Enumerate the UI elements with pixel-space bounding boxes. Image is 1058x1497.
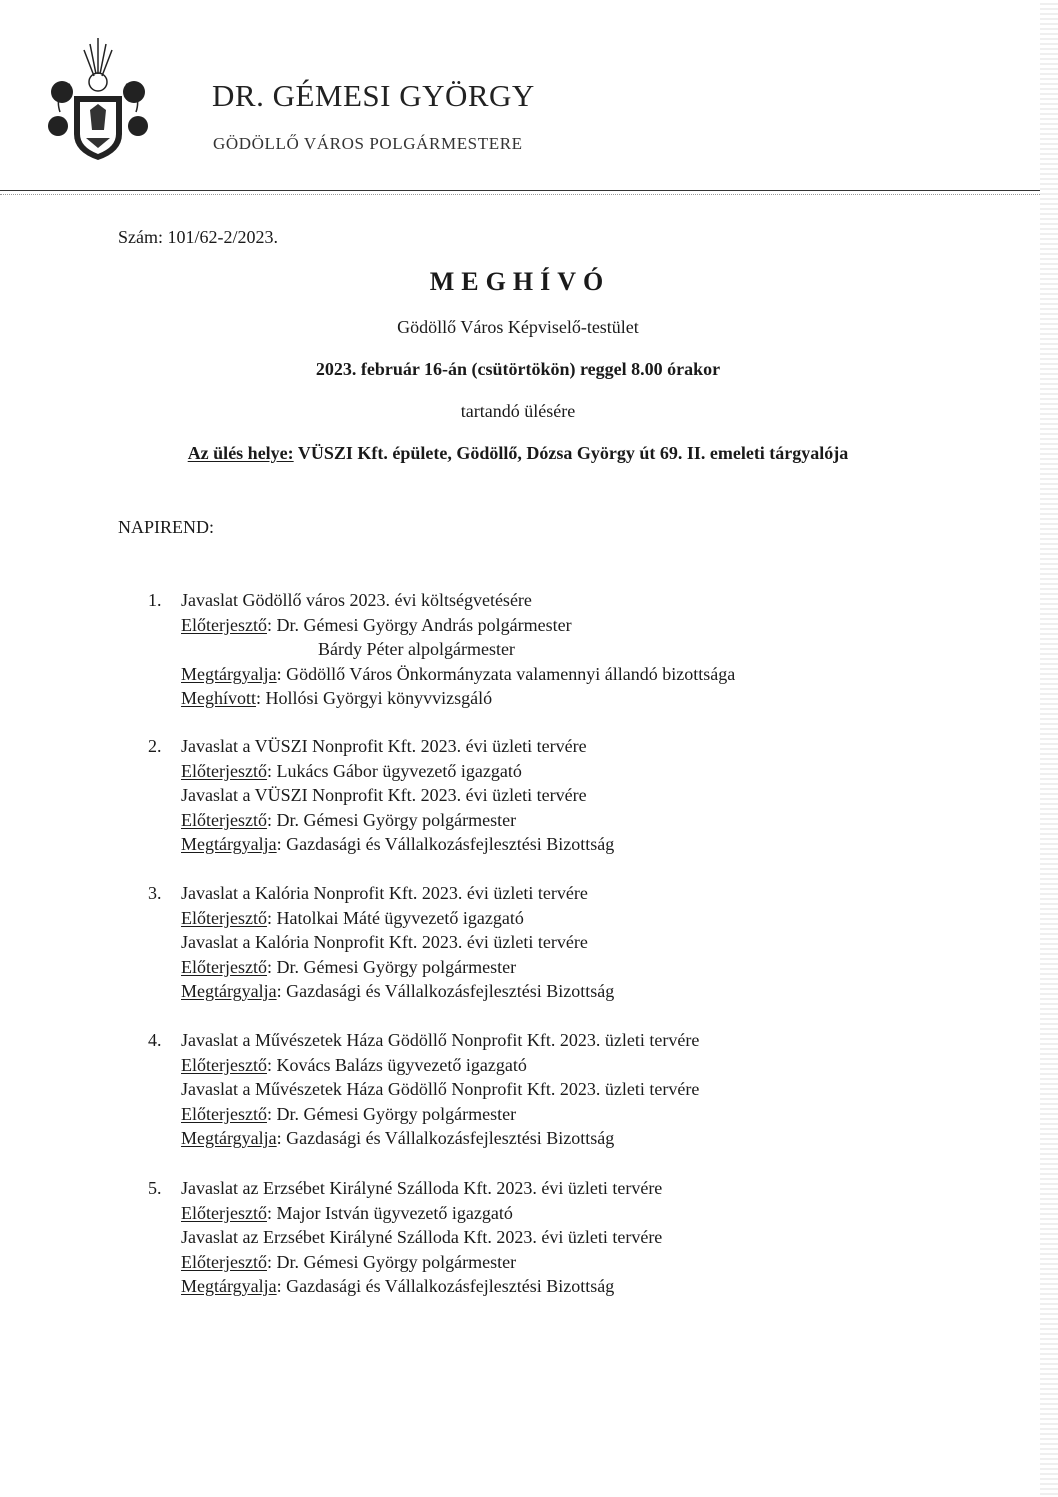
agenda-line-label: Előterjesztő xyxy=(181,1251,267,1272)
agenda-line-text: : Gödöllő Város Önkormányzata valamennyi állandó bizottsága xyxy=(276,663,736,684)
agenda-line-text: : Lukács Gábor ügyvezető igazgató xyxy=(266,760,522,781)
agenda-line-text: Javaslat a Művészetek Háza Gödöllő Nonprofit Kft. 2023. üzleti tervére xyxy=(181,1079,700,1099)
agenda-line xyxy=(181,930,614,955)
letterhead-subtitle: GÖDÖLLŐ VÁROS POLGÁRMESTERE xyxy=(213,134,523,153)
agenda-detail-line xyxy=(181,1250,662,1275)
document-title: MEGHÍVÓ xyxy=(429,267,611,296)
agenda-line-label: Előterjesztő xyxy=(181,809,267,830)
agenda-detail-line xyxy=(181,1102,699,1127)
agenda-line-label: Előterjesztő xyxy=(181,956,267,977)
agenda-detail-line xyxy=(181,759,614,784)
agenda-detail-line xyxy=(181,955,614,980)
agenda-line-label: Előterjesztő xyxy=(181,760,267,781)
agenda-line xyxy=(181,783,614,808)
agenda-line-text: : Hatolkai Máté ügyvezető igazgató xyxy=(266,907,524,928)
agenda-line-label: Meghívott xyxy=(181,688,256,708)
agenda-line-text: Javaslat a Kalória Nonprofit Kft. 2023. évi üzleti tervére xyxy=(181,883,588,903)
coat-of-arms-logo xyxy=(40,34,156,164)
agenda-line-label: Előterjesztő xyxy=(181,1202,267,1223)
agenda-line xyxy=(181,1028,699,1053)
agenda-detail-line xyxy=(181,1201,662,1226)
agenda-detail-line xyxy=(181,906,614,931)
agenda-line xyxy=(181,1077,699,1102)
agenda-line-text: : Gazdasági és Vállalkozásfejlesztési Bizottság xyxy=(276,1128,615,1148)
agenda-line-text: Javaslat az Erzsébet Királyné Szálloda Kft. 2023. évi üzleti tervére xyxy=(181,1178,663,1198)
letterhead-divider-dotted xyxy=(0,194,1040,195)
agenda-line-label: Megtárgyalja xyxy=(181,834,277,854)
agenda-line-text: : Dr. Gémesi György András polgármester xyxy=(266,614,572,635)
agenda-line xyxy=(318,637,735,662)
agenda-line-label: Megtárgyalja xyxy=(181,663,277,684)
agenda-detail-line xyxy=(181,1053,699,1078)
location-value: VÜSZI Kft. épülete, Gödöllő, Dózsa György út 69. II. emeleti tárgyalója xyxy=(293,443,849,463)
agenda-line-text: Bárdy Péter alpolgármester xyxy=(318,639,515,659)
agenda-line-text: : Dr. Gémesi György polgármester xyxy=(266,956,517,977)
reference-number: Szám: 101/62-2/2023. xyxy=(118,227,278,247)
agenda-detail-line xyxy=(181,979,614,1004)
agenda-line-label: Előterjesztő xyxy=(181,614,267,635)
agenda-line-text: : Dr. Gémesi György polgármester xyxy=(266,1251,517,1272)
agenda-item-number: 1. xyxy=(148,590,162,610)
agenda-item xyxy=(148,734,614,857)
location-label: Az ülés helye: xyxy=(187,443,294,463)
meeting-location xyxy=(0,443,1036,464)
agenda-line-text: : Gazdasági és Vállalkozásfejlesztési Bizottság xyxy=(276,1276,615,1296)
agenda-line-label: Előterjesztő xyxy=(181,1054,267,1075)
agenda-item-number: 2. xyxy=(148,736,162,756)
agenda-heading: NAPIREND: xyxy=(118,517,215,537)
agenda-line-text: Javaslat a Művészetek Háza Gödöllő Nonprofit Kft. 2023. üzleti tervére xyxy=(181,1030,700,1050)
agenda-detail-line xyxy=(181,686,735,711)
agenda-line xyxy=(181,881,614,906)
meeting-datetime: 2023. február 16-án (csütörtökön) reggel 8.00 órakor xyxy=(315,359,721,379)
agenda-line-text: Javaslat a VÜSZI Nonprofit Kft. 2023. évi üzleti tervére xyxy=(181,736,587,756)
agenda-line-text: Javaslat az Erzsébet Királyné Szálloda Kft. 2023. évi üzleti tervére xyxy=(181,1227,663,1247)
agenda-line-text: : Gazdasági és Vállalkozásfejlesztési Bizottság xyxy=(276,834,615,854)
invitation-body: Gödöllő Város Képviselő-testület xyxy=(397,317,639,337)
agenda-item xyxy=(148,588,735,711)
agenda-line-text: : Hollósi Györgyi könyvvizsgáló xyxy=(256,688,493,708)
agenda-line xyxy=(181,1225,662,1250)
scan-edge xyxy=(1040,0,1058,1497)
agenda-item xyxy=(148,1028,699,1151)
agenda-line-text: : Gazdasági és Vállalkozásfejlesztési Bizottság xyxy=(276,981,615,1001)
agenda-line-text: : Major István ügyvezető igazgató xyxy=(266,1202,513,1223)
agenda-line-text: : Dr. Gémesi György polgármester xyxy=(266,1103,517,1124)
letterhead-name: DR. GÉMESI GYÖRGY xyxy=(212,78,535,113)
agenda-item xyxy=(148,1176,662,1299)
agenda-detail-line xyxy=(181,613,735,638)
agenda-item-number: 5. xyxy=(148,1178,162,1198)
agenda-line-text: Javaslat a Kalória Nonprofit Kft. 2023. évi üzleti tervére xyxy=(181,932,588,952)
agenda-detail-line xyxy=(181,1274,662,1299)
agenda-line xyxy=(181,1176,662,1201)
agenda-detail-line xyxy=(181,1126,699,1151)
agenda-line-label: Megtárgyalja xyxy=(181,981,277,1001)
agenda-line-label: Megtárgyalja xyxy=(181,1276,277,1296)
agenda-line-label: Megtárgyalja xyxy=(181,1128,277,1148)
agenda-item-number: 3. xyxy=(148,883,162,903)
agenda-detail-line xyxy=(181,808,614,833)
invitation-suffix: tartandó ülésére xyxy=(460,401,576,421)
agenda-line-text: Javaslat Gödöllő város 2023. évi költségvetésére xyxy=(181,590,532,610)
agenda-line-label: Előterjesztő xyxy=(181,907,267,928)
agenda-item-number: 4. xyxy=(148,1030,162,1050)
agenda-line-text: : Dr. Gémesi György polgármester xyxy=(266,809,517,830)
letterhead-divider xyxy=(0,190,1040,191)
agenda-line-text: Javaslat a VÜSZI Nonprofit Kft. 2023. évi üzleti tervére xyxy=(181,785,587,805)
agenda-detail-line xyxy=(181,832,614,857)
agenda-line xyxy=(181,588,735,613)
agenda-line-text: : Kovács Balázs ügyvezető igazgató xyxy=(266,1054,527,1075)
agenda-detail-line xyxy=(181,662,735,687)
agenda-line-label: Előterjesztő xyxy=(181,1103,267,1124)
agenda-line xyxy=(181,734,614,759)
agenda-item xyxy=(148,881,614,1004)
